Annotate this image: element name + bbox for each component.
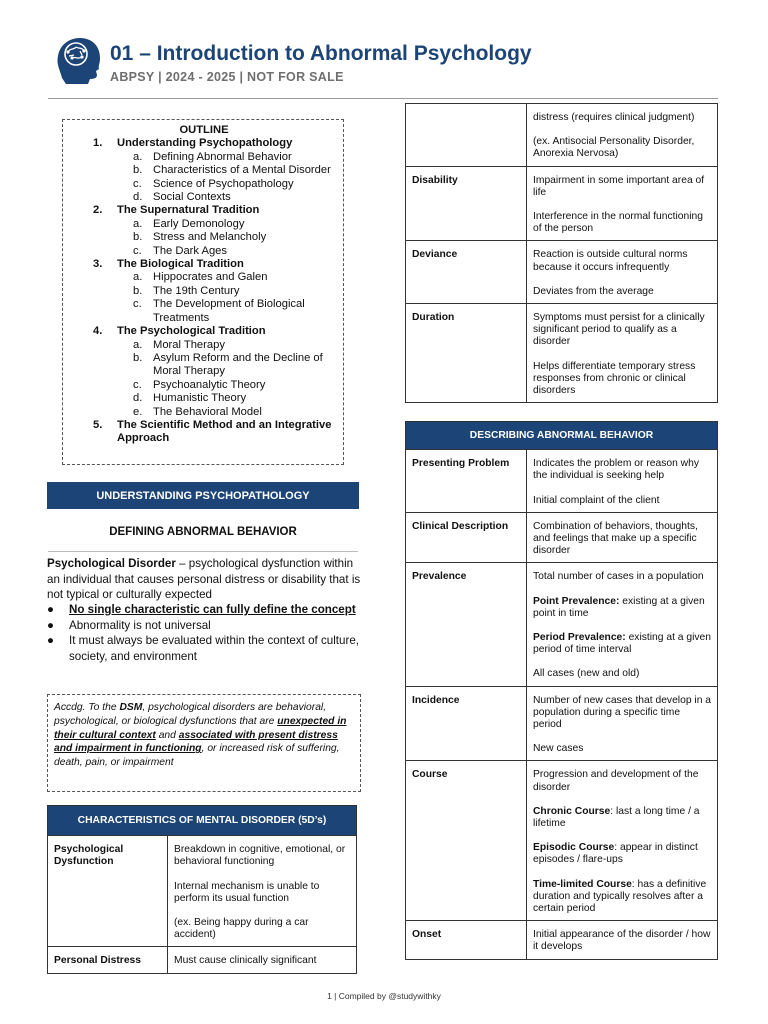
page-footer: 1 | Compiled by @studywithky <box>327 991 441 1001</box>
brain-head-icon <box>52 34 104 86</box>
section-bar-understanding: UNDERSTANDING PSYCHOPATHOLOGY <box>47 482 359 509</box>
subheading-defining: DEFINING ABNORMAL BEHAVIOR <box>109 526 297 538</box>
outline-subitem: b. The 19th Century <box>133 284 240 297</box>
characteristics-table <box>47 805 357 974</box>
definition-cell: Progression and development of the disorder Chronic Course: last a long time / a lifetime Episodic Course: appear in distinct episodes / flare-ups Time-limited Course: has a definitive duration and typically resolves after a certain period <box>527 761 718 921</box>
list-item: ● Abnormality is not universal <box>47 618 211 632</box>
term-cell: Clinical Description <box>406 512 527 563</box>
definition-bullets <box>47 602 363 664</box>
definition-cell: Breakdown in cognitive, emotional, or behavioral functioning Internal mechanism is unable to perform its usual function (ex. Being happy during a car accident) <box>168 836 357 947</box>
outline-section: 1. Understanding Psychopathology <box>93 137 293 150</box>
table-row <box>406 921 718 959</box>
term-cell: Disability <box>406 166 527 241</box>
term-cell: Prevalence <box>406 563 527 686</box>
page-title: 01 – Introduction to Abnormal Psychology <box>110 42 532 65</box>
term-cell: Presenting Problem <box>406 450 527 513</box>
table-row <box>406 166 718 241</box>
definition-cell: Must cause clinically significant <box>168 947 357 973</box>
outline-subitem: b. Characteristics of a Mental Disorder <box>133 164 331 177</box>
outline-box <box>62 119 344 465</box>
definition-text: – psychological dysfunction within an individual that causes personal distress or disability that is not typical or culturally expected <box>47 557 361 601</box>
outline-subitem: a. Early Demonology <box>133 217 245 230</box>
outline-subitem: c. Psychoanalytic Theory <box>133 378 266 391</box>
term-cell <box>406 104 527 167</box>
outline-subitem: a. Defining Abnormal Behavior <box>133 150 292 163</box>
subheading-divider <box>48 551 358 552</box>
term-cell: Personal Distress <box>48 947 168 973</box>
outline-subitem: a. Moral Therapy <box>133 338 225 351</box>
table-row <box>48 947 357 973</box>
outline-subitem: a. Hippocrates and Galen <box>133 271 268 284</box>
outline-title: OUTLINE <box>179 124 229 136</box>
definition-cell: Combination of behaviors, thoughts, and feelings that make up a specific disorder <box>527 512 718 563</box>
table-row <box>48 836 357 947</box>
table-row <box>406 104 718 167</box>
outline-subitem: e. The Behavioral Model <box>133 405 262 418</box>
header-divider <box>48 98 718 99</box>
table-row <box>406 304 718 403</box>
term-cell: Course <box>406 761 527 921</box>
definition-cell: Indicates the problem or reason why the individual is seeking help Initial complaint of the client <box>527 450 718 513</box>
list-item: ● It must always be evaluated within the context of culture, society, and environment <box>47 634 359 663</box>
outline-section: 2. The Supernatural Tradition <box>93 204 260 217</box>
definition-cell: distress (requires clinical judgment) (ex. Antisocial Personality Disorder, Anorexia Nervosa) <box>527 104 718 167</box>
dsm-callout: Accdg. To the DSM, psychological disorders are behavioral, psychological, or biological dysfunctions that are unexpected in their cultural context and associated with present distress and impairment in functioning, or increased risk of suffering, death, pain, or impairment <box>47 694 361 792</box>
definition-cell: Initial appearance of the disorder / how it develops <box>527 921 718 959</box>
outline-subitem: d. Humanistic Theory <box>133 392 247 405</box>
outline-section: 5. The Scientific Method and an Integrative Approach <box>93 418 332 445</box>
table-row <box>406 450 718 513</box>
page-subtitle: ABPSY | 2024 - 2025 | NOT FOR SALE <box>110 70 344 84</box>
outline-subitem: d. Social Contexts <box>133 191 231 204</box>
table-row <box>406 512 718 563</box>
definition-cell: Symptoms must persist for a clinically significant period to qualify as a disorder Helps differentiate temporary stress responses from chronic or clinical disorders <box>527 304 718 403</box>
definition-cell: Reaction is outside cultural norms because it occurs infrequently Deviates from the average <box>527 241 718 304</box>
table-header: DESCRIBING ABNORMAL BEHAVIOR <box>406 422 718 450</box>
table-row <box>406 241 718 304</box>
outline-subitem: c. Science of Psychopathology <box>133 177 294 190</box>
table-row <box>406 563 718 686</box>
outline-subitem: c. The Development of Biological Treatments <box>133 298 305 324</box>
table-header: CHARACTERISTICS OF MENTAL DISORDER (5D’s) <box>48 806 357 836</box>
characteristics-table-continued <box>405 103 718 403</box>
outline-list <box>71 137 337 445</box>
table-row <box>406 686 718 761</box>
outline-subitem: b. Stress and Melancholy <box>133 231 267 244</box>
definition-paragraph <box>47 556 363 603</box>
outline-subitem: b. Asylum Reform and the Decline of Moral Therapy <box>133 351 323 378</box>
outline-section: 3. The Biological Tradition <box>93 258 244 271</box>
definition-cell: Total number of cases in a population Point Prevalence: existing at a given point in time Period Prevalence: existing at a given period of time interval All cases (new and old) <box>527 563 718 686</box>
outline-section: 4. The Psychological Tradition <box>93 325 266 338</box>
page-header <box>48 32 720 100</box>
term-cell: Duration <box>406 304 527 403</box>
describing-table <box>405 421 718 960</box>
term-cell: Psychological Dysfunction <box>48 836 168 947</box>
definition-cell: Number of new cases that develop in a population during a specific time period New cases <box>527 686 718 761</box>
term-cell: Deviance <box>406 241 527 304</box>
outline-subitem: c. The Dark Ages <box>133 244 227 257</box>
term-cell: Incidence <box>406 686 527 761</box>
table-row <box>406 761 718 921</box>
definition-cell: Impairment in some important area of life Interference in the normal functioning of the person <box>527 166 718 241</box>
definition-term: Psychological Disorder <box>47 557 176 570</box>
term-cell: Onset <box>406 921 527 959</box>
list-item: ● No single characteristic can fully define the concept <box>47 603 356 616</box>
